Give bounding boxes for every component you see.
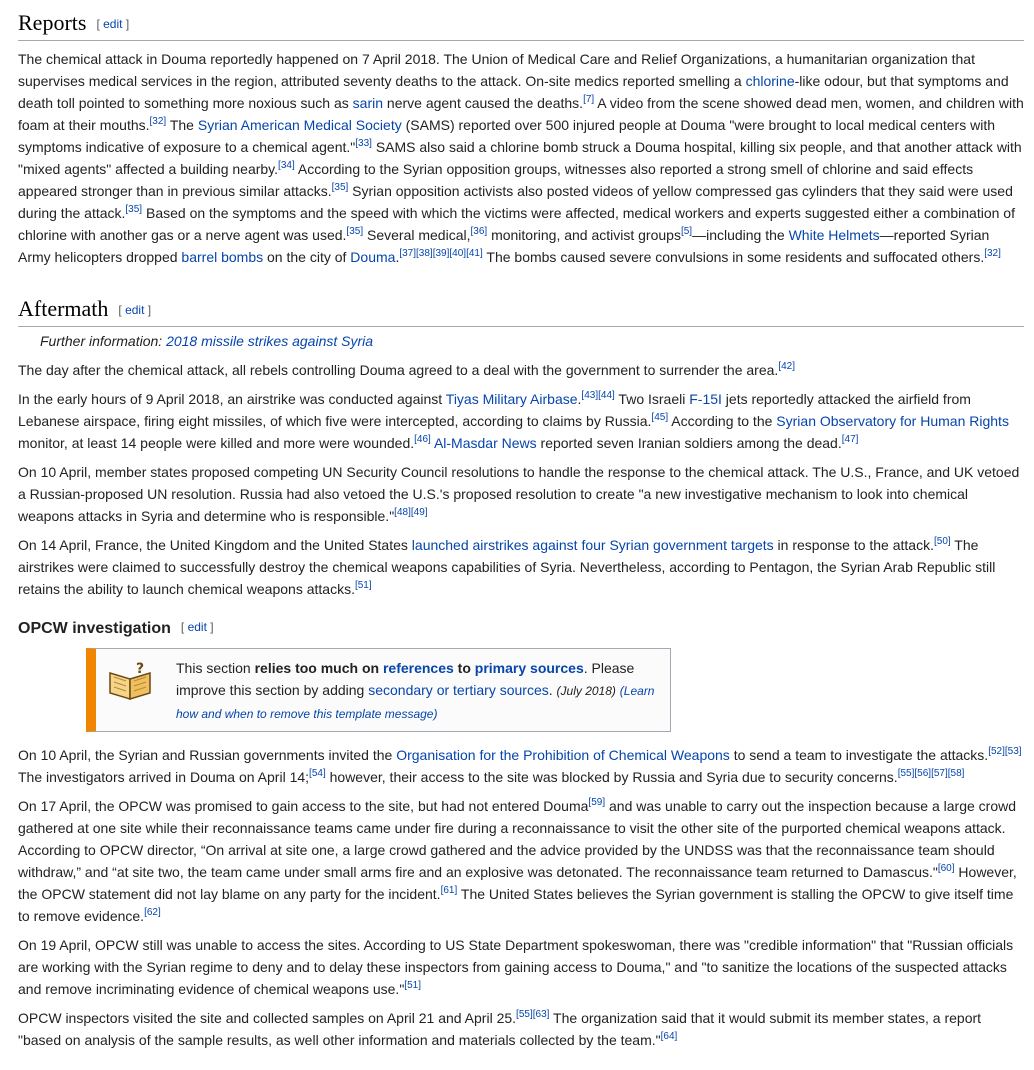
edit-section: [ edit ] (96, 17, 130, 31)
paragraph (18, 934, 1024, 1000)
link-learn-remove[interactable]: (Learn how and when to remove this template message) (176, 684, 655, 721)
citation[interactable]: [37] (399, 248, 417, 259)
edit-link[interactable]: edit (187, 620, 207, 634)
text-run: . (395, 249, 400, 265)
link-airstrikes[interactable]: launched airstrikes against four Syrian government targets (411, 537, 774, 553)
text-run: According to the (668, 413, 777, 429)
link-sohr[interactable]: Syrian Observatory for Human Rights (776, 413, 1009, 429)
paragraph (18, 388, 1024, 454)
citation[interactable]: [32] (149, 116, 167, 127)
text-run: Two Israeli (614, 391, 690, 407)
link-sarin[interactable]: sarin (352, 95, 384, 111)
text-run: On 10 April, the Syrian and Russian governments invited the (18, 747, 397, 763)
text-run: The bombs caused severe convulsions in some residents and suffocated others. (482, 249, 985, 265)
text-run: In the early hours of 9 April 2018, an airstrike was conducted against (18, 391, 446, 407)
text-run: monitor, at least 14 people were killed and more were wounded. (18, 435, 415, 451)
citation[interactable]: [56] (914, 768, 932, 779)
paragraph (18, 359, 1024, 381)
text-run: The airstrikes were claimed to successfully destroy the chemical weapons capabilities of Syria. Nevertheless, according to Pentagon, the Syrian Arab Republic still retains the ability to launch chemical weapons attacks. (18, 537, 996, 597)
citation[interactable]: [59] (588, 797, 606, 808)
section-title: Aftermath (18, 296, 109, 321)
citation[interactable]: [34] (278, 160, 295, 171)
text-run: nerve agent caused the deaths. (383, 95, 584, 111)
citation[interactable]: [35] (346, 226, 364, 237)
text-run: jets reportedly attacked the airfield from Lebanese airspace, firing eight missiles, of which five were intercepted, according to claims by Russia. (18, 391, 971, 429)
citation[interactable]: [46] (414, 434, 431, 445)
link-primary-sources[interactable]: primary sources (474, 660, 584, 676)
text-run: According to the Syrian opposition groups, witnesses also reported a strong smell of chlorine and said effects appeared stronger than in previous similar attacks. (18, 161, 974, 199)
citation[interactable]: [61] (440, 885, 458, 896)
text-run: monitoring, and activist groups (487, 227, 681, 243)
text-run: This section (176, 660, 255, 676)
citation[interactable]: [63] (532, 1009, 550, 1020)
text-run: however, their access to the site was blocked by Russia and Syria due to security concerns. (325, 769, 898, 785)
text-run: to (453, 660, 475, 676)
text-run: The United States believes the Syrian government is stalling the OPCW to give itself time to remove evidence. (18, 886, 1014, 924)
citation[interactable]: [41] (466, 248, 483, 259)
text-run: in response to the attack. (773, 537, 934, 553)
citation[interactable]: [55] (897, 768, 915, 779)
section-heading-opcw (18, 607, 1024, 642)
paragraph (18, 48, 1024, 268)
text-run: . (577, 391, 582, 407)
citation[interactable]: [51] (404, 980, 421, 991)
citation[interactable]: [38] (416, 248, 433, 259)
text-run: Several medical, (363, 227, 471, 243)
citation[interactable]: [35] (125, 204, 143, 215)
section-heading-reports (18, 0, 1024, 41)
text-run: On 10 April, member states proposed competing UN Security Council resolutions to handle the response to the chemical attack. The U.S., France, and UK vetoed a Russian-proposed UN resolution. Russia had also vetoed the U.S.'s proposed resolution to create "a new investigative mechanism to look into chemical weapons attacks in Syria and determine who is responsible." (18, 464, 1020, 524)
citation[interactable]: [58] (947, 768, 965, 779)
text-run: The chemical attack in Douma reportedly happened on 7 April 2018. The Union of Medical Care and Relief Organizations, a humanitarian organization that supervises medical services in the region, attributed seventy deaths to the attack. On-site medics reported smelling a (18, 51, 975, 89)
citation[interactable]: [40] (449, 248, 467, 259)
citation[interactable]: [53] (1004, 746, 1022, 757)
text-run: On 19 April, OPCW still was unable to access the sites. According to US State Department spokeswoman, there was "credible information" that "Russian officials are working with the Syrian regime to deny and to delay these inspectors from gaining access to Douma," and "to sanitize the locations of the suspected attacks and remove incriminating evidence of chemical weapons use." (18, 937, 1014, 997)
text-run: The investigators arrived in Douma on April 14; (18, 769, 310, 785)
text-run: Syrian opposition activists also posted videos of yellow compressed gas cylinders that they said were used during the attack. (18, 183, 1013, 221)
citation[interactable]: [55] (516, 1009, 533, 1020)
link-douma[interactable]: Douma (350, 249, 396, 265)
link-tiyas[interactable]: Tiyas Military Airbase (445, 391, 578, 407)
link-al-masdar[interactable]: Al-Masdar News (433, 435, 537, 451)
paragraph (18, 534, 1024, 600)
citation[interactable]: [32] (984, 248, 1001, 259)
link-f15i[interactable]: F-15I (689, 391, 722, 407)
paragraph (18, 461, 1024, 527)
text-run: The (166, 117, 198, 133)
text-run: —including the (692, 227, 789, 243)
link-white-helmets[interactable]: White Helmets (788, 227, 880, 243)
notice-image-cell (96, 649, 172, 714)
citation[interactable]: [36] (470, 226, 488, 237)
text-run: reported seven Iranian soldiers among the dead. (536, 435, 842, 451)
text-run: On 17 April, the OPCW was promised to gain access to the site, but had not entered Douma (18, 798, 589, 814)
citation[interactable]: [43] (581, 390, 599, 401)
hatnote (40, 330, 1024, 352)
section-heading-aftermath (18, 286, 1024, 327)
citation[interactable]: [51] (354, 580, 372, 591)
text-run: on the city of (263, 249, 351, 265)
citation[interactable]: [57] (931, 768, 948, 779)
text-run: (SAMS) reported over 500 injured people at Douma "were brought to local medical centers with symptoms indicative of exposure to a chemical agent." (18, 117, 996, 155)
link-sams[interactable]: Syrian American Medical Society (197, 117, 402, 133)
citation[interactable]: [42] (778, 361, 795, 372)
edit-link[interactable]: edit (125, 303, 145, 317)
link-opcw[interactable]: Organisation for the Prohibition of Chemical Weapons (396, 747, 730, 763)
citation[interactable]: [7] (583, 94, 595, 105)
citation[interactable]: [5] (680, 226, 693, 237)
citation[interactable]: [64] (660, 1031, 678, 1042)
citation[interactable]: [47] (841, 434, 859, 445)
notice-date: (July 2018) (556, 684, 616, 698)
citation[interactable]: [49] (410, 507, 428, 518)
edit-link[interactable]: edit (103, 17, 123, 31)
text-run: Based on the symptoms and the speed with which the victims were affected, medical workers and experts suggested either a combination of chlorine with another gas or a nerve agent was used. (18, 205, 1015, 243)
text-run: and was unable to carry out the inspection because a large crowd gathered at one site while their reconnaissance teams came under fire during a reconnaissance to visit the other site of the purported chemical weapons attack. According to OPCW director, “On arrival at site one, a large crowd gathered and the advice provided by the UNDSS was that the reconnaissance team should withdraw,” and “at site two, the team came under small arms fire and an explosive was detonated. The reconnaissance team returned to Damascus." (18, 798, 1017, 880)
book-icon (106, 661, 156, 703)
text-run: —reported Syrian Army helicopters dropped (18, 227, 990, 265)
link-missile-strikes[interactable]: 2018 missile strikes against Syria (166, 333, 374, 349)
citation[interactable]: [52] (988, 746, 1005, 757)
citation[interactable]: [39] (432, 248, 450, 259)
citation[interactable]: [45] (651, 412, 669, 423)
citation[interactable]: [50] (933, 536, 951, 547)
primary-sources-notice (86, 648, 671, 732)
text-run: The organization said that it would submit its member states, a report "based on analysis of the sample results, as well other information and materials collected by the team." (18, 1010, 982, 1048)
text-run: A video from the scene showed dead men, women, and children with foam at their mouths. (18, 95, 1024, 133)
paragraph (18, 795, 1024, 927)
citation[interactable]: [33] (355, 138, 372, 149)
link-barrel-bombs[interactable]: barrel bombs (181, 249, 264, 265)
link-chlorine[interactable]: chlorine (745, 73, 795, 89)
notice-text (172, 649, 670, 731)
section-title: OPCW investigation (18, 620, 171, 637)
citation[interactable]: [54] (309, 768, 326, 779)
text-run: to send a team to investigate the attacks. (729, 747, 989, 763)
link-references[interactable]: references (382, 660, 454, 676)
paragraph (18, 744, 1024, 788)
hatnote-prefix: Further information: (40, 333, 167, 349)
section-title: Reports (18, 10, 87, 35)
citation[interactable]: [62] (144, 907, 161, 918)
edit-section: [ edit ] (180, 620, 214, 634)
text-run: . (548, 682, 553, 698)
svg-text:?: ? (136, 661, 145, 677)
text-run: -like odour, but that symptoms and death toll pointed to something more noxious such as (18, 73, 1009, 111)
link-secondary-sources[interactable]: secondary or tertiary sources (368, 682, 549, 698)
citation[interactable]: [60] (937, 863, 955, 874)
text-run: OPCW inspectors visited the site and collected samples on April 21 and April 25. (18, 1010, 517, 1026)
text-run: SAMS also said a chlorine bomb struck a Douma hospital, killing six people, and that another attack with "mixed agents" affected a building nearby. (18, 139, 1022, 177)
text-run: The day after the chemical attack, all rebels controlling Douma agreed to a deal with the government to surrender the area. (18, 362, 779, 378)
text-run: However, the OPCW statement did not lay blame on any party for the incident. (18, 864, 1017, 902)
citation[interactable]: [48] (394, 507, 411, 518)
text-run: relies too much on (254, 660, 383, 676)
text-run: On 14 April, France, the United Kingdom and the United States (18, 537, 412, 553)
citation[interactable]: [44] (598, 390, 615, 401)
edit-section: [ edit ] (118, 303, 152, 317)
citation[interactable]: [35] (331, 182, 349, 193)
text-run: . Please improve this section by adding (176, 660, 635, 698)
paragraph (18, 1007, 1024, 1051)
